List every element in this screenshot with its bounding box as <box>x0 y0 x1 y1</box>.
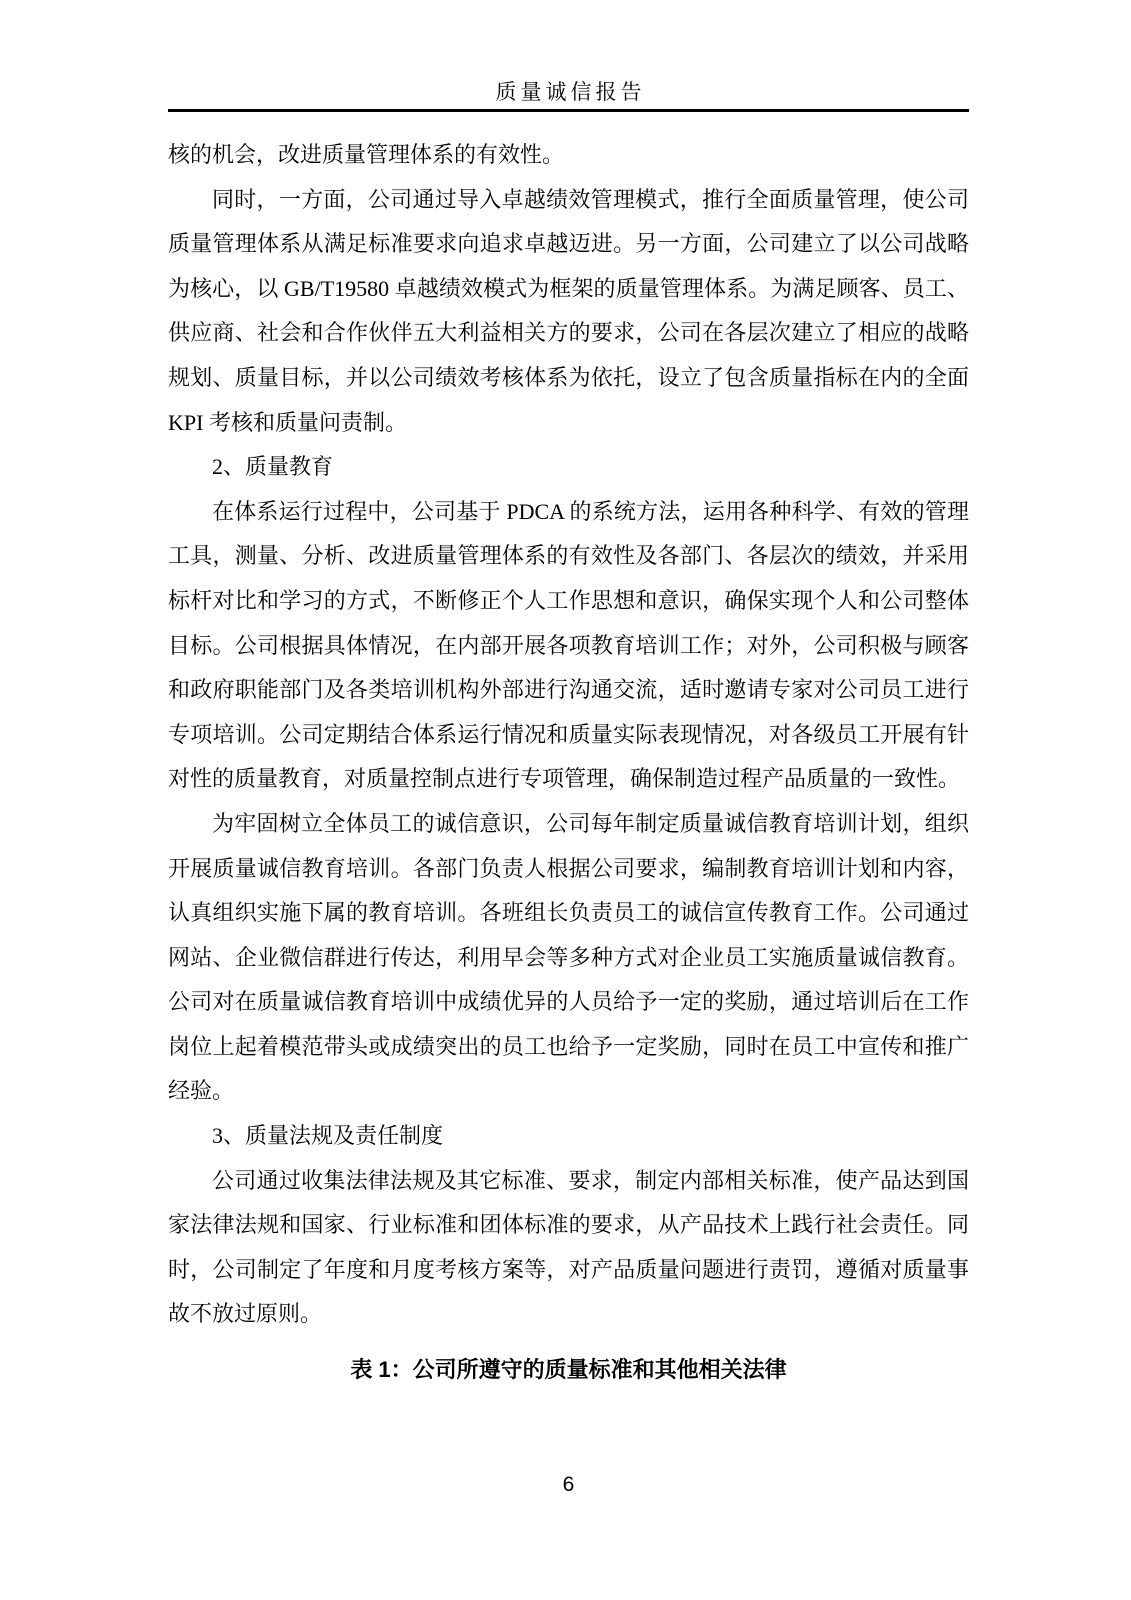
paragraph: 核的机会，改进质量管理体系的有效性。 <box>168 142 565 167</box>
table-caption: 表 1：公司所遵守的质量标准和其他相关法律 <box>350 1357 787 1383</box>
document-body <box>168 133 969 1385</box>
section-heading: 3、质量法规及责任制度 <box>212 1123 444 1149</box>
header-title: 质量诚信报告 <box>495 80 646 104</box>
page-number: 6 <box>562 1473 575 1496</box>
page-header <box>168 0 969 112</box>
paragraph: 同时，一方面，公司通过导入卓越绩效管理模式，推行全面质量管理，使公司质量管理体系从满足标准要求向追求卓越迈进。另一方面，公司建立了以公司战略为核心，以 GB/T19580 卓越绩效模式为框架的质量管理体系。为满足顾客、员工、供应商、社会和合作伙伴五大利益相关方的要求，公司在各层次建立了相应的战略规划、质量目标，并以公司绩效考核体系为依托，设立了包含质量指标在内的全面 KPI 考核和质量问责制。 <box>168 186 969 435</box>
paragraph: 在体系运行过程中，公司基于 PDCA 的系统方法，运用各种科学、有效的管理工具，测量、分析、改进质量管理体系的有效性及各部门、各层次的绩效，并采用标杆对比和学习的方式，不断修正个人工作思想和意识，确保实现个人和公司整体目标。公司根据具体情况，在内部开展各项教育培训工作；对外，公司积极与顾客和政府职能部门及各类培训机构外部进行沟通交流，适时邀请专家对公司员工进行专项培训。公司定期结合体系运行情况和质量实际表现情况，对各级员工开展有针对性的质量教育，对质量控制点进行专项管理，确保制造过程产品质量的一致性。 <box>168 498 969 792</box>
paragraph: 公司通过收集法律法规及其它标准、要求，制定内部相关标准，使产品达到国家法律法规和国家、行业标准和团体标准的要求，从产品技术上践行社会责任。同时，公司制定了年度和月度考核方案等，对产品质量问题进行责罚，遵循对质量事故不放过原则。 <box>168 1167 969 1327</box>
paragraphs <box>168 133 969 1337</box>
page-footer <box>168 1472 969 1498</box>
header-rule <box>168 109 969 112</box>
paragraph: 为牢固树立全体员工的诚信意识，公司每年制定质量诚信教育培训计划，组织开展质量诚信教育培训。各部门负责人根据公司要求，编制教育培训计划和内容，认真组织实施下属的教育培训。各班组长负责员工的诚信宣传教育工作。公司通过网站、企业微信群进行传达，利用早会等多种方式对企业员工实施质量诚信教育。公司对在质量诚信教育培训中成绩优异的人员给予一定的奖励，通过培训后在工作岗位上起着模范带头或成绩突出的员工也给予一定奖励，同时在员工中宣传和推广经验。 <box>168 810 969 1104</box>
section-heading: 2、质量教育 <box>212 454 334 480</box>
